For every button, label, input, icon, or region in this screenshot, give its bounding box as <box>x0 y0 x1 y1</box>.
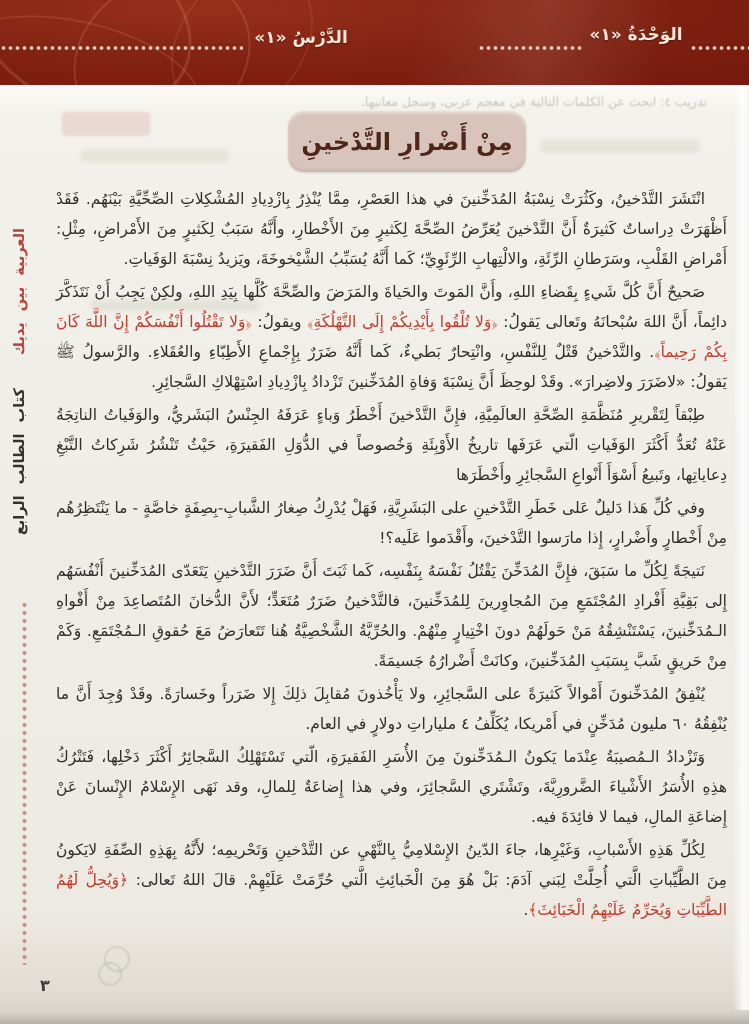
swirl-decoration <box>44 0 280 85</box>
body-text: وفي كُلِّ هَذا دَليلٌ عَلى خَطَرِ التَّدْخينِ على البَشَرِيَّةِ، فَهَلْ يُدْرِكُ صِغارُ الشَّبابِ-بِصِفَةٍ خاصَّةٍ - ما يَنْتَظِرُهُم مِنْ أَخْطارٍ وأَضْرارٍ، إِذا مارَسوا التَّدْخينَ، وأَقْدَموا عَلَيه؟! <box>56 499 727 547</box>
lesson-paragraph <box>56 556 727 676</box>
bleed-through-text: تدريب ٤: ابحث عن الكلمات التالية في معجم عربي، وسجل معانيها. <box>360 94 707 109</box>
header-band <box>0 0 749 85</box>
lesson-paragraph <box>56 835 727 925</box>
bleed-through-smudge <box>62 112 150 136</box>
body-text: . <box>523 901 529 919</box>
body-text: . والتَّدْخينُ قَتْلٌ لِلنَّفْسِ، وانْتِحارٌ بَطيءٌ، كَما أَنَّهُ ضَرَرٌ بِإِجْماعِ الأَطِبّاءِ والعُقَلاءِ. والرَّسولُ ﷺ يَقولُ: «لاضَرَرَ ولاضِرارَ». وقَدْ لوحِظَ أَنَّ نِسْبَةَ وَفاةِ المُدَخِّنينَ تَزْدادُ بِازْدِيادِ اسْتِهْلاكِ السَّجائِرِ. <box>56 343 727 391</box>
lesson-title-box <box>288 111 526 172</box>
unit-number-label: الوَحْدَةُ «١» <box>589 25 683 45</box>
chain-ornament <box>478 45 582 51</box>
lesson-paragraph <box>56 184 727 274</box>
book-title: كتاب الطالب الرابع <box>12 388 28 536</box>
body-text: يُنْفِقُ المُدَخِّنونَ أَمْوالاً كَثيرَةً على السَّجائِرِ، ولا يَأْخُذونَ مُقابِلَ ذلِكَ إِلا ضَرَراً وخَسارَةً. وقَدْ وُجِدَ أَنَّ ما يُنْفِقُهُ ٦٠ مليون مُدَخِّنٍ في أَمْريكا، يُكَلِّفُ ٤ ملياراتِ دولارٍ في العام. <box>56 685 727 733</box>
bleed-through-smudge <box>540 140 700 153</box>
lesson-paragraph <box>56 400 727 490</box>
spine-titles <box>12 228 28 594</box>
lesson-paragraph <box>56 277 727 397</box>
lesson-paragraph <box>56 493 727 553</box>
bleed-through-smudge <box>80 150 230 162</box>
chain-ornament-vertical <box>21 601 28 965</box>
page-number: ٣ <box>40 976 50 995</box>
body-text: صَحيحٌ أَنَّ كُلَّ شَيءٍ بِقَضاءِ اللهِ، وأَنَّ المَوتَ والحَياةَ والمَرَضَ والصِّحَّةَ كُلَّها بِيَدِ اللهِ، ولكِنْ يَجِبُ أَنْ نَتَذَكَّرَ دائِماً، أَنَّ اللهَ سُبْحانَهُ وتَعالى يَقولُ: <box>56 283 727 331</box>
series-title: العربية بين يديك <box>12 228 28 356</box>
body-text: طِبْقاً لِتَقْريرِ مُنَظَّمَةِ الصِّحَّةِ العالَمِيَّةِ، فإِنَّ التَّدْخينَ أَخْطَرُ وَباءٍ عَرَفَهُ الجِنْسُ البَشَريُّ، والوَفَياتُ الناتِجَةُ عَنْهُ تُعَدُّ أَكْثَرَ الوَفَياتِ الّتي عَرَفَها تاريخُ الأَوْبِئَةِ وَخُصوصاً في الدُّوَلِ الفَقيرَةِ، حَيْثُ تَنْشُرُ شَرِكاتُ التَّبْغِ دِعاياتِها، وتَبيعُ أَسْوَأَ أَنْواعِ السَّجائِرِ وأَخْطَرَها <box>56 406 727 484</box>
bleed-through-smudge <box>98 962 122 986</box>
chain-ornament <box>690 45 749 51</box>
body-text: وَتَزْدادُ الـمُصيبَةُ عِنْدَما يَكونُ الـمُدَخِّنونَ مِنَ الأُسَرِ الفَقيرَةِ، الّتي تَسْتَهْلِكُ السَّجائِرُ أَكْثَرَ دَخْلِها، فَتَتْرُكُ هذِهِ الأُسَرُ الأَشْياءَ الضَّرورِيَّةَ، وتَشْتَري السَّجائِرَ، وفي هذا إِضاعَةٌ لِلمالِ، وقد نَهَى الإِسْلامُ الإِنْسانَ عَنْ إِضاعَةِ المالِ، فيما لا فائِدَةَ فيه. <box>56 748 727 826</box>
lesson-paragraph <box>56 679 727 739</box>
lesson-text <box>56 184 727 928</box>
chain-ornament <box>0 45 243 51</box>
lesson-number-label: الدَّرْسُ «١» <box>254 28 348 48</box>
swirl-decoration <box>0 0 214 85</box>
swirl-decoration <box>0 0 220 85</box>
body-text: ويقولُ: <box>251 313 308 331</box>
body-text: انْتَشَرَ التَّدْخينُ، وكَثُرَتْ نِسْبَةُ المُدَخِّنينَ في هذا العَصْرِ، مِمَّا يُنْذِرُ بِازْدِيادِ المُشْكِلاتِ الصِّحِّيَّةِ بَيْنَهُم. فَقَدْ أَظْهَرَتْ دِراساتٌ كَثيرَةٌ أَنَّ التَّدْخينَ يُعَرِّضُ الصِّحَّةَ لِكَثيرٍ مِنَ الأَخْطارِ، وأَنَّهُ سَبَبٌ لِكَثيرٍ مِنَ الأَمْراضِ، مِثْلِ: أَمْراضِ القَلْبِ، وسَرَطانِ الرِّئَةِ، والالْتِهابِ الرِّئَوِيِّ؛ كَما أَنَّهُ يُسَبِّبُ الشَّيْخوخَةَ، ويَزيدُ نِسْبَةَ الوَفَياتِ. <box>56 190 727 268</box>
body-text: نَتيجَةً لِكُلِّ ما سَبَقَ، فإِنَّ المُدَخِّنَ يَقْتُلُ نَفْسَهُ بِنَفْسِه، كَما ثَبَتَ أَنَّ ضَرَرَ التَّدْخينِ يَتَعَدّى المُدَخِّنينَ أَنْفُسَهُم إِلى بَقِيَّةِ أَفْرادِ المُجْتَمَعِ مِنَ المُجاوِرينَ لِلمُدَخِّنينَ، فالتَّدْخينُ ضَرَرٌ مُتَعَدٍّ؛ لأَنَّ الدُّخانَ المُتَصاعِدَ مِنْ أَفْواهِ الـمُدَخِّنينَ، يَسْتَنْشِقُهُ مَنْ حَولَهُمْ دونَ اخْتِيارٍ مِنْهُمْ. والحُرِّيَّةُ الشَّخْصِيَّةُ هُنا تَتَعارَضُ مَعَ حُقوقِ الـمُجْتَمَعِ. وَكَمْ مِنْ حَريقٍ شَبَّ بِسَبَبِ المُدَخِّنينَ، وكانَتْ أَضْرارُهُ جَسيمَةً. <box>56 562 727 670</box>
quran-verse: ﴿وَلا تُلْقُوا بِأَيْدِيكُمْ إِلَى التَّهْلُكَةِ﴾ <box>307 313 498 331</box>
quran-verse: ﴿وَيُحِلُّ لَهُمُ الطَّيِّبَاتِ وَيُحَرِّمُ عَلَيْهِمُ الْخَبَائِثَ﴾ <box>56 871 727 919</box>
quran-verse: ﴿وَلا تَقْتُلُوا أَنْفُسَكُمْ إِنَّ اللَّهَ كَانَ بِكُمْ رَحِيماً﴾ <box>56 313 727 361</box>
lesson-paragraph <box>56 742 727 832</box>
lesson-title: مِنْ أَضْرارِ التَّدْخينِ <box>301 127 513 156</box>
body-text: لِكُلِّ هَذِهِ الأَسْبابِ، وَغَيْرِها، جاءَ الدّينُ الإِسْلامِيُّ بِالنَّهْيِ عن التَّدْخينِ وَتَحْريمِه؛ لأَنَّهُ بِهَذِهِ الصِّفَةِ لايَكونُ مِنَ الطَّيِّباتِ الَّتي أُحِلَّتْ لِبَني آدَمَ: بَلْ هُوَ مِنَ الْخَبائِثِ الَّتي حُرِّمَتْ عَلَيْهِمْ. قالَ اللهُ تَعالى: <box>56 841 727 889</box>
